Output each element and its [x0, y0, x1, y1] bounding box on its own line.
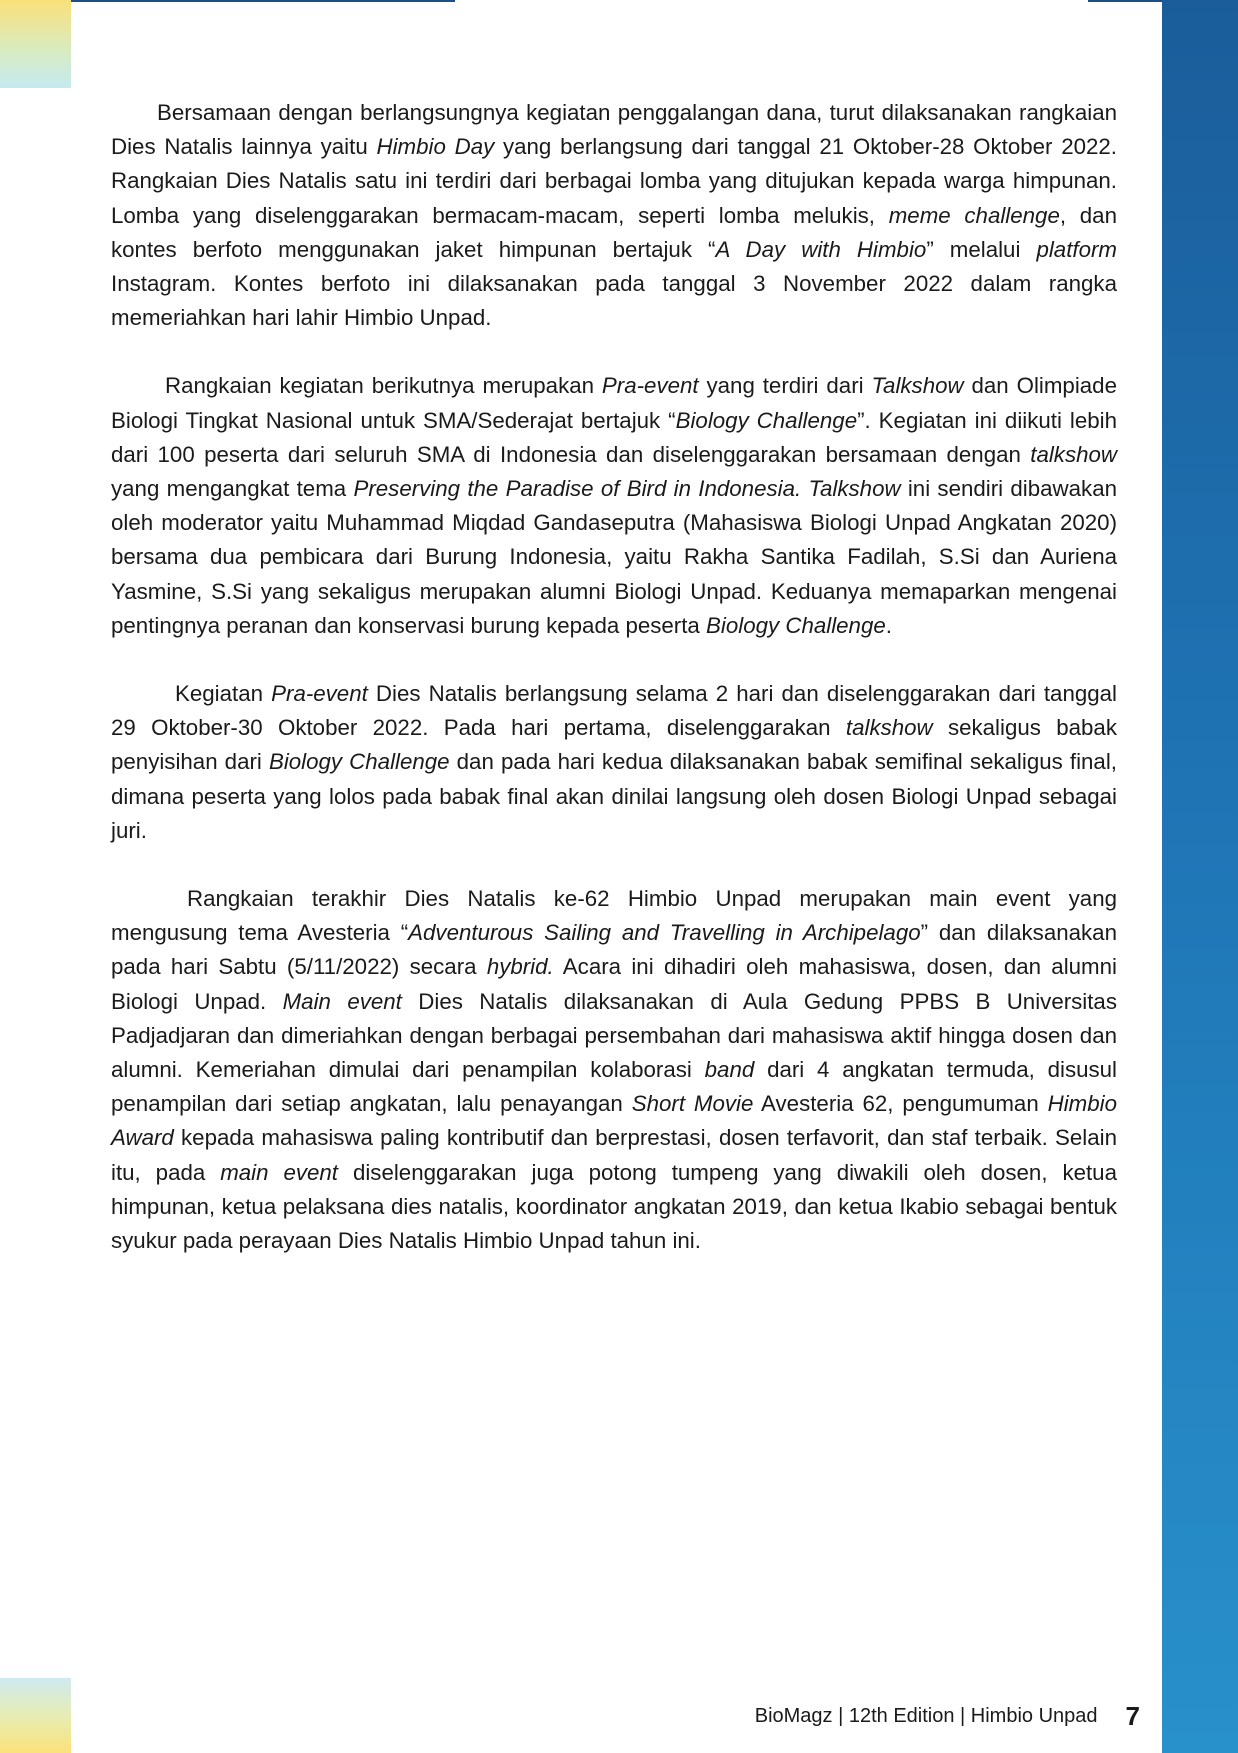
italic-text: Pra-event — [271, 681, 368, 707]
paragraph — [111, 369, 1117, 643]
text-run: Instagram. Kontes berfoto ini dilaksanakan pada tanggal 3 November 2022 dalam rangka memeriahkan hari lahir Himbio Unpad. — [111, 271, 1117, 331]
text-run: yang berlangsung dari tanggal 21 Oktober-28 Oktober 2022. Rangkaian Dies Natalis satu ini terdiri dari berbagai lomba yang ditujukan kepada warga himpunan. Lomba yang diselenggarakan bermacam-macam, seperti lomba melukis, — [111, 134, 1118, 228]
text-run: diselenggarakan juga potong tumpeng yang diwakili oleh dosen, ketua himpunan, ketua pelaksana dies natalis, koordinator angkatan 2019, dan ketua Ikabio sebagai bentuk syukur pada perayaan Dies Natalis Himbio Unpad tahun ini. — [111, 1159, 1117, 1254]
text-run: yang terdiri dari — [698, 373, 872, 399]
italic-text: Adventurous Sailing and Travelling in Archipelago — [408, 920, 921, 946]
text-run: ini sendiri dibawakan oleh moderator yaitu Muhammad Miqdad Gandaseputra (Mahasiswa Biologi Unpad Angkatan 2020) bersama dua pembicara dari Burung Indonesia, yaitu Rakha Santika Fadilah, S.Si dan Auriena Yasmine, S.Si yang sekaligus merupakan alumni Biologi Unpad. Keduanya memaparkan mengenai pentingnya peranan dan konservasi burung kepada peserta — [111, 476, 1117, 638]
paragraph — [111, 96, 1117, 335]
italic-text: Himbio Award — [111, 1091, 1118, 1151]
text-run: kepada mahasiswa paling kontributif dan berprestasi, dosen terfavorit, dan staf terbaik. Selain itu, pada — [111, 1125, 1117, 1185]
text-run: . — [885, 612, 892, 638]
text-run: Dies Natalis berlangsung selama 2 hari dan diselenggarakan dari tanggal 29 Oktober-30 Oktober 2022. Pada hari pertama, diselenggarakan — [111, 681, 1118, 741]
text-run: ” melalui — [926, 236, 1037, 262]
side-color-bar — [1162, 0, 1238, 1753]
italic-text: main event — [220, 1159, 339, 1185]
text-run: dari 4 angkatan termuda, disusul penampilan dari setiap angkatan, lalu penayangan — [111, 1057, 1117, 1117]
italic-text: Pra-event — [601, 373, 699, 399]
text-run: ” dan dilaksanakan pada hari Sabtu (5/11/2022) secara — [111, 920, 1117, 980]
italic-text: Biology Challenge — [706, 612, 886, 638]
italic-text: band — [704, 1057, 755, 1083]
paragraph — [111, 882, 1117, 1258]
italic-text: hybrid. — [486, 954, 554, 980]
italic-text: Himbio Day — [376, 134, 495, 160]
publication-label: BioMagz | 12th Edition | Himbio Unpad — [754, 1704, 1098, 1727]
italic-text: Biology Challenge — [268, 749, 450, 775]
text-run: Kegiatan — [175, 681, 272, 707]
italic-text: meme challenge — [888, 202, 1060, 228]
italic-text: Short Movie — [631, 1091, 754, 1117]
text-run: Avesteria 62, pengumuman — [753, 1091, 1048, 1117]
corner-decoration-bottom — [0, 1678, 71, 1753]
italic-text: Talkshow — [871, 373, 964, 399]
paragraph — [111, 677, 1117, 848]
text-run: sekaligus babak penyisihan dari — [111, 715, 1117, 775]
text-run: Rangkaian terakhir Dies Natalis ke-62 Himbio Unpad merupakan main event yang mengusung tema Avesteria “ — [111, 886, 1117, 946]
top-rule-left — [71, 0, 455, 2]
text-run: Rangkaian kegiatan berikutnya merupakan — [165, 373, 602, 399]
italic-text: Preserving the Paradise of Bird in Indonesia. Talkshow — [353, 476, 901, 502]
text-run: dan pada hari kedua dilaksanakan babak semifinal sekaligus final, dimana peserta yang lolos pada babak final akan dinilai langsung oleh dosen Biologi Unpad sebagai juri. — [111, 749, 1117, 843]
page-footer — [640, 1698, 1140, 1734]
italic-text: platform — [1036, 236, 1117, 262]
top-rule-right — [1088, 0, 1162, 2]
text-run: ”. Kegiatan ini diikuti lebih dari 100 peserta dari seluruh SMA di Indonesia dan diselenggarakan bersamaan dengan — [111, 407, 1117, 467]
text-run: Bersamaan dengan berlangsungnya kegiatan penggalangan dana, turut dilaksanakan rangkaian Dies Natalis lainnya yaitu — [111, 100, 1117, 160]
italic-text: talkshow — [845, 715, 933, 741]
text-run: Dies Natalis dilaksanakan di Aula Gedung PPBS B Universitas Padjadjaran dan dimeriahkan dengan berbagai persembahan dari mahasiswa aktif hingga dosen dan alumni. Kemeriahan dimulai dari penampilan kolaborasi — [111, 988, 1117, 1083]
italic-text: Main event — [282, 988, 402, 1014]
article-body — [111, 96, 1117, 1292]
italic-text: Biology Challenge — [675, 407, 858, 433]
text-run: Acara ini dihadiri oleh mahasiswa, dosen, dan alumni Biologi Unpad. — [111, 954, 1117, 1014]
italic-text: talkshow — [1030, 441, 1117, 467]
text-run: yang mengangkat tema — [111, 476, 354, 502]
text-run: , dan kontes berfoto menggunakan jaket himpunan bertajuk “ — [111, 202, 1117, 262]
text-run: dan Olimpiade Biologi Tingkat Nasional untuk SMA/Sederajat bertajuk “ — [111, 373, 1117, 433]
corner-decoration-top — [0, 0, 71, 88]
italic-text: A Day with Himbio — [715, 236, 927, 262]
page-number: 7 — [1125, 1700, 1140, 1731]
